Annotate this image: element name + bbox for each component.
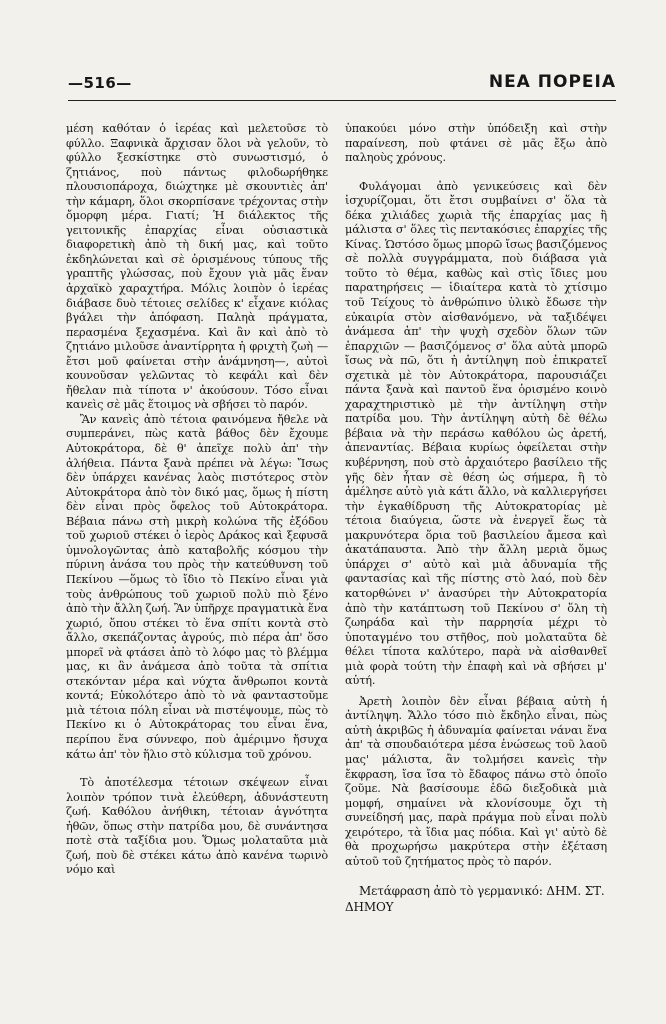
header-rule (68, 100, 616, 101)
right-column (345, 122, 607, 915)
paragraph: ὑπακούει μόνο στὴν ὑπόδειξη καὶ στὴν παραίνεση, ποὺ φτάνει σὲ μᾶς ἔξω ἀπὸ παληοὺς χρόνους. (345, 122, 607, 165)
paragraph: Ἀρετὴ λοιπὸν δὲν εἶναι βέβαια αὐτὴ ἡ ἀντίληψη. Ἄλλο τόσο πιὸ ἔκδηλο εἶναι, πὼς αὐτὴ ἀκριβῶς ἡ ἀδυναμία φαίνεται νάναι ἕνα ἀπ' τὰ σπουδαιότερα μέσα ἑνώσεως τοῦ λαοῦ μας' μάλιστα, ἂν τολμήσει κανεὶς τὴν ἔκφραση, ἴσα ἴσα τὸ ἔδαφος πάνω στὸ ὁποῖο ζοῦμε. Νὰ βασίσουμε ἐδῶ διεξοδικὰ μιὰ μομφή, σημαίνει νὰ κλονίσουμε ὄχι τὴ συνείδησή μας, παρὰ πράγμα ποὺ εἶναι πολὺ χειρότερο, τὰ ἴδια μας πόδια. Καὶ γι' αὐτὸ δὲ θὰ προχωρήσω μακρύτερα στὴν ἐξέταση αὐτοῦ τοῦ ζητήματος πρὸς τὸ παρόν. (345, 694, 607, 868)
left-column (66, 122, 328, 878)
running-header (68, 72, 616, 98)
journal-title: ΝΕΑ ΠΟΡΕΙΑ (488, 72, 616, 92)
paragraph: Ἂν κανεὶς ἀπὸ τέτοια φαινόμενα ἤθελε νὰ συμπεράνει, πὼς κατὰ βάθος δὲν ἔχουμε Αὐτοκράτορα, δὲ θ' ἀπεῖχε πολὺ ἀπ' τὴν ἀλήθεια. Πάντα ξανὰ πρέπει νὰ λέγω: Ἴσως δὲν ὑπάρχει κανένας λαὸς πιστότερος στὸν Αὐτοκράτορα ἀπὸ τὸν δικό μας, ὅμως ἡ πίστη δὲν εἶναι πρὸς ὄφελος τοῦ Αὐτοκράτορα. Βέβαια πάνω στὴ μικρὴ κολώνα τῆς ἐξόδου τοῦ χωριοῦ στέκει ὁ ἱερὸς Δράκος καὶ ξεφυσᾶ ὑμνολογῶντας ἀπὸ καταβολῆς κόσμου τὴν πύρινη ἀνάσα του πρὸς τὴν κατεύθυνση τοῦ Πεκίνου —ὅμως τὸ ἴδιο τὸ Πεκίνο εἶναι γιὰ τοὺς ἀνθρώπους τοῦ χωριοῦ πολὺ πιὸ ξένο ἀπὸ τὴν ἄλλη ζωή. Ἂν ὑπῆρχε πραγματικὰ ἕνα χωριό, ὅπου στέκει τὸ ἕνα σπίτι κοντὰ στὸ ἄλλο, σκεπάζοντας ἀγρούς, πιὸ πέρα ἀπ' ὅσο μπορεῖ νὰ φτάσει ἀπὸ τὸ λόφο μας τὸ βλέμμα μας, κι ἂν ἀνάμεσα ἀπὸ τοῦτα τὰ σπίτια στεκόνταν μέρα καὶ νύχτα ἄνθρωποι κοντὰ κοντά; Εὐκολότερο ἀπὸ τὸ νὰ φανταστοῦμε μιὰ τέτοια πόλη εἶναι νὰ πιστέψουμε, πὼς τὸ Πεκίνο κι ὁ Αὐτοκράτορας του εἶναι ἕνα, περίπου ἕνα σύννεφο, ποὺ ἀμέριμνο ἤσυχα κάτω ἀπ' τὸν ἥλιο στὸ κύλισμα τοῦ χρόνου. (66, 412, 328, 761)
page-number: —516— (68, 74, 132, 92)
translation-credit: Μετάφραση ἀπὸ τὸ γερμανικό: ΔΗΜ. ΣΤ. ΔΗΜΟΥ (345, 884, 605, 915)
paragraph: Φυλάγομαι ἀπὸ γενικεύσεις καὶ δὲν ἰσχυρίζομαι, ὅτι ἔτσι συμβαίνει σ' ὅλα τὰ δέκα χιλιάδες χωριὰ τῆς ἐπαρχίας μας ἢ μάλιστα σ' ὅλες τὶς πεντακόσιες ἐπαρχίες τῆς Κίνας. Ὡστόσο ὅμως μπορῶ ἴσως βασιζόμενος σὲ πολλὰ συγγράμματα, ποὺ διάβασα γιὰ τοῦτο τὸ θέμα, καθὼς καὶ στὶς ἴδιες μου παρατηρήσεις — ἰδιαίτερα κατὰ τὸ χτίσιμο τοῦ Τείχους τὸ ἀνθρώπινο ὑλικὸ ἔδωσε τὴν εὐκαιρία στὸν αἰσθανόμενο, νὰ ταξιδέψει ἀνάμεσα ἀπ' τὴν ψυχὴ σχεδὸν ὅλων τῶν ἐπαρχιῶν — βασιζόμενος σ' ὅλα αὐτὰ μπορῶ ἴσως νὰ πῶ, ὅτι ἡ ἀντίληψη ποὺ ἐπικρατεῖ σχετικὰ μὲ τὸν Αὐτοκράτορα, παρουσιάζει πάντα ξανὰ καὶ παντοῦ ἕνα ὁρισμένο κοινὸ χαραχτηριστικὸ μὲ τὴν ἀντίληψη στὴν πατρίδα μου. Τὴν ἀντίληψη αὐτὴ δὲ θέλω βέβαια νὰ τὴν περάσω καθόλου ὡς ἀρετή, ἀπεναντίας. Βέβαια κυρίως ὀφείλεται στὴν κυβέρνηση, ποὺ στὸ ἀρχαιότερο βασίλειο τῆς γῆς δὲν ἦταν σὲ θέση ὡς σήμερα, ἢ τὸ ἀμέλησε αὐτὸ γιὰ κάτι ἄλλο, νὰ καλλιεργήσει τὴν ἐγκαθίδρυση τῆς Αὐτοκρατορίας μὲ τέτοια διαύγεια, ὥστε νὰ ἐνεργεῖ ἕως τὰ μακρυνότερα ὅρια τοῦ βασιλείου ἄμεσα καὶ ἀκατάπαυστα. Ἀπὸ τὴν ἄλλη μεριὰ ὅμως ὑπάρχει σ' αὐτὸ καὶ μιὰ ἀδυναμία τῆς φαντασίας καὶ τῆς πίστης στὸ λαό, ποὺ δὲν κατορθώνει ν' ἀνασύρει τὴν Αὐτοκρατορία ἀπὸ τὴν κατάπτωση τοῦ Πεκίνου σ' ὅλη τὴ ζωηράδα καὶ τὴν παρρησία μέχρι τὸ ὑποταγμένο του στῆθος, ποὺ μολαταῦτα δὲ θέλει τίποτα καλύτερο, παρὰ νὰ αἰσθανθεῖ μιὰ φορὰ τούτη τὴν ἐπαφὴ καὶ νὰ σβήσει μ' αὐτή. (345, 179, 607, 688)
paragraph: μέση καθόταν ὁ ἱερέας καὶ μελετοῦσε τὸ φύλλο. Ξαφνικὰ ἄρχισαν ὅλοι νὰ γελοῦν, τὸ φύλλο ξεσκίστηκε στὸ συνωστισμό, ὁ ζητιάνος, ποὺ πάντως φιλοδωρήθηκε πλουσιοπάροχα, διώχτηκε μὲ σκουντιὲς ἀπ' τὴν κάμαρη, ὅλοι σκορπίσανε τρέχοντας στὴν ὄμορφη μέρα. Γιατί; Ἡ διάλεκτος τῆς γειτονικῆς ἐπαρχίας εἶναι οὐσιαστικὰ διαφορετικὴ ἀπὸ τὴ δική μας, καὶ τοῦτο ἐκδηλώνεται καὶ σὲ ὁρισμένους τύπους τῆς γραπτῆς γλώσσας, ποὺ ἔχουν γιὰ μᾶς ἕναν ἀρχαϊκὸ χαραχτήρα. Μόλις λοιπὸν ὁ ἱερέας διάβασε δυὸ τέτοιες σελίδες κ' εἶχανε κιόλας βγάλει τὴν ἀπόφαση. Παληὰ πράγματα, περασμένα ξεχασμένα. Καὶ ἂν καὶ ἀπὸ τὸ ζητιάνο μιλοῦσε ἀναντίρρητα ἡ φριχτὴ ζωὴ —ἔτσι μοῦ φαίνεται στὴν ἀνάμνηση—, αὐτοὶ κουνοῦσαν γελῶντας τὸ κεφάλι καὶ δὲν ἤθελαν πιὰ τίποτα ν' ἀκούσουν. Τόσο εἶναι κανεὶς σὲ μᾶς ἕτοιμος νὰ σβήσει τὸ παρόν. (66, 122, 328, 412)
paragraph: Τὸ ἀποτέλεσμα τέτοιων σκέψεων εἶναι λοιπὸν τρόπον τινὰ ἐλεύθερη, ἀδυνάστευτη ζωή. Καθόλου ἀνήθικη, τέτοιαν ἀγνότητα ἠθῶν, ὅπως στὴν πατρίδα μου, δὲ συνάντησα ποτὲ στὰ ταξίδια μου. Ὅμως μολαταῦτα μιὰ ζωή, ποὺ δὲ στέκει κάτω ἀπὸ κανένα τωρινὸ νόμο καὶ (66, 776, 328, 877)
